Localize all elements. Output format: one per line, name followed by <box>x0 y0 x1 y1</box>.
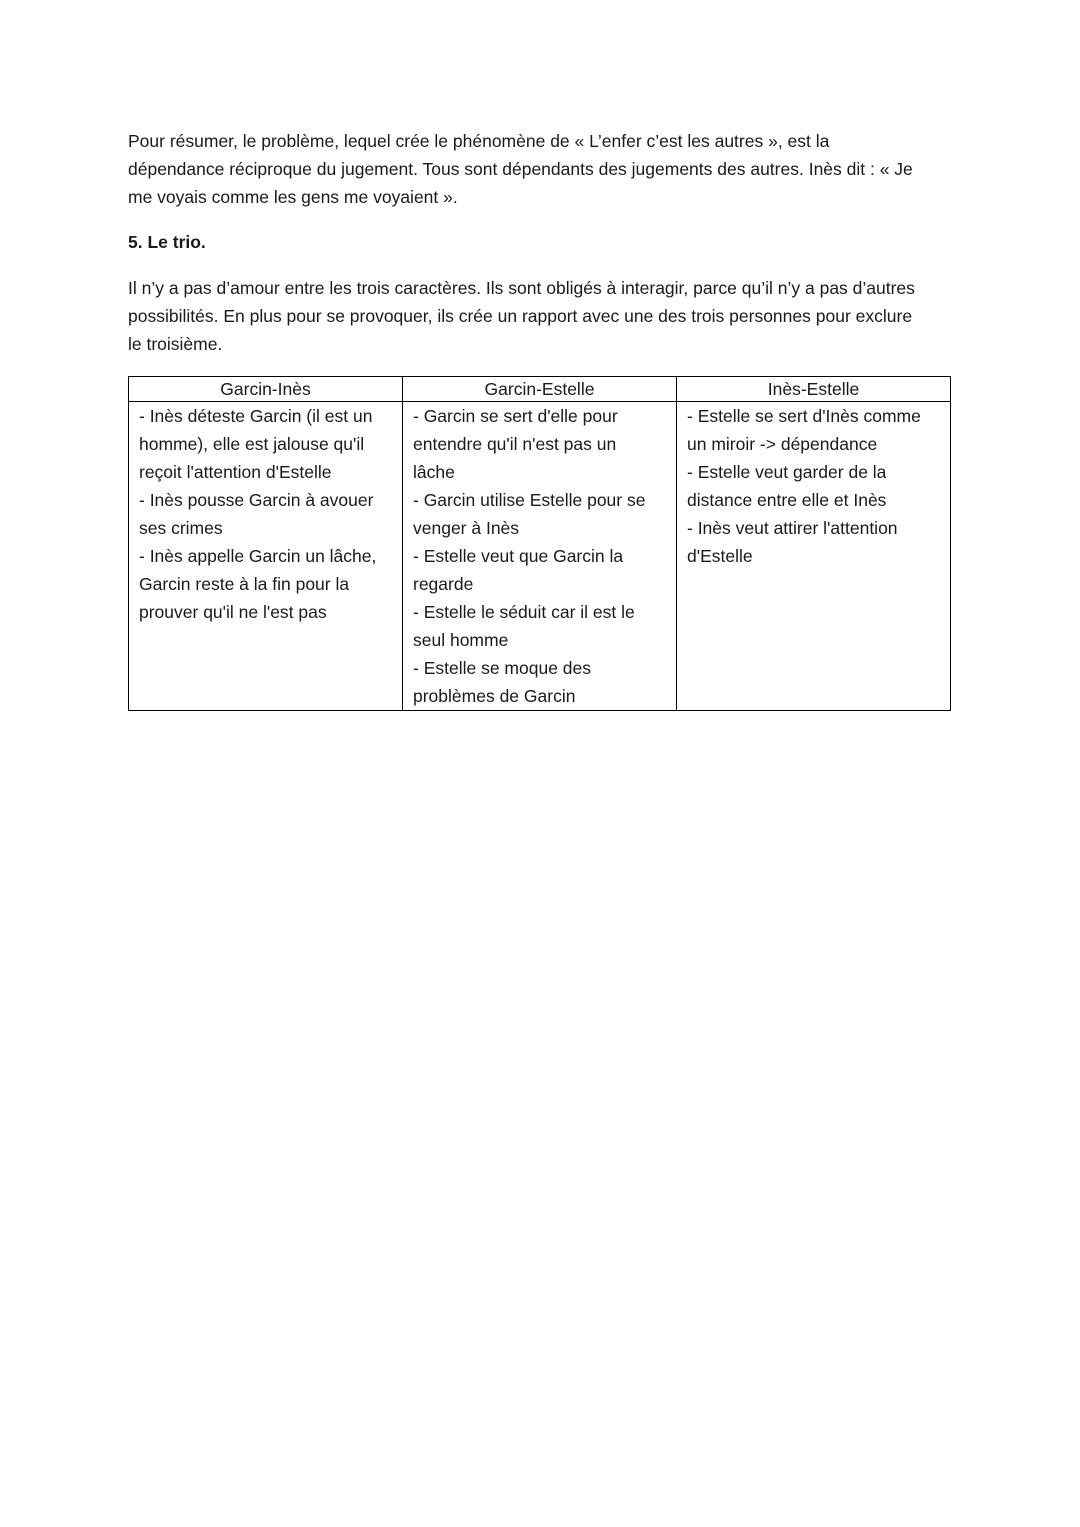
cell-line: - Estelle veut garder de la <box>687 462 887 482</box>
cell-line: - Inès déteste Garcin (il est un <box>139 406 373 426</box>
header-garcin-estelle: Garcin-Estelle <box>403 377 677 402</box>
cell-line: - Estelle le séduit car il est le <box>413 602 635 622</box>
cell-line: reçoit l'attention d'Estelle <box>139 462 332 482</box>
cell-garcin-ines <box>129 402 403 711</box>
cell-line: entendre qu'il n'est pas un <box>413 434 617 454</box>
cell-line: seul homme <box>413 630 509 650</box>
cell-garcin-estelle <box>403 402 677 711</box>
cell-line: - Estelle se moque des <box>413 658 592 678</box>
cell-line: - Inès pousse Garcin à avouer <box>139 490 374 510</box>
cell-line: d'Estelle <box>687 546 753 566</box>
cell-line: - Inès appelle Garcin un lâche, <box>139 546 377 566</box>
relations-table <box>128 376 951 711</box>
cell-line: - Inès veut attirer l'attention <box>687 518 898 538</box>
cell-line: - Estelle veut que Garcin la <box>413 546 624 566</box>
cell-line: prouver qu'il ne l'est pas <box>139 602 327 622</box>
section-heading: 5. Le trio. <box>128 232 206 252</box>
cell-ines-estelle <box>677 402 951 711</box>
header-garcin-ines: Garcin-Inès <box>129 377 403 402</box>
table-row <box>129 402 951 711</box>
section-paragraph: Il n’y a pas d’amour entre les trois caractères. Ils sont obligés à interagir, parce qu’il n’y a pas d’autres possibilités. En plus pour se provoquer, ils crée un rapport avec une des trois personnes pour exclure le troisième. <box>128 278 915 354</box>
cell-line: regarde <box>413 574 474 594</box>
cell-line: distance entre elle et Inès <box>687 490 887 510</box>
cell-line: lâche <box>413 462 455 482</box>
cell-line: - Estelle se sert d'Inès comme <box>687 406 921 426</box>
cell-line: un miroir -> dépendance <box>687 434 878 454</box>
cell-line: problèmes de Garcin <box>413 686 576 706</box>
cell-line: venger à Inès <box>413 518 520 538</box>
cell-line: - Garcin se sert d'elle pour <box>413 406 618 426</box>
cell-line: Garcin reste à la fin pour la <box>139 574 350 594</box>
document-page <box>128 127 952 711</box>
header-ines-estelle: Inès-Estelle <box>677 377 951 402</box>
cell-line: ses crimes <box>139 518 223 538</box>
table-header-row <box>129 377 951 402</box>
cell-line: homme), elle est jalouse qu'il <box>139 434 365 454</box>
intro-paragraph: Pour résumer, le problème, lequel crée le phénomène de « L’enfer c’est les autres », est la dépendance réciproque du jugement. Tous sont dépendants des jugements des autres. Inès dit : « Je me voyais comme les gens me voyaient ». <box>128 131 913 207</box>
cell-line: - Garcin utilise Estelle pour se <box>413 490 646 510</box>
